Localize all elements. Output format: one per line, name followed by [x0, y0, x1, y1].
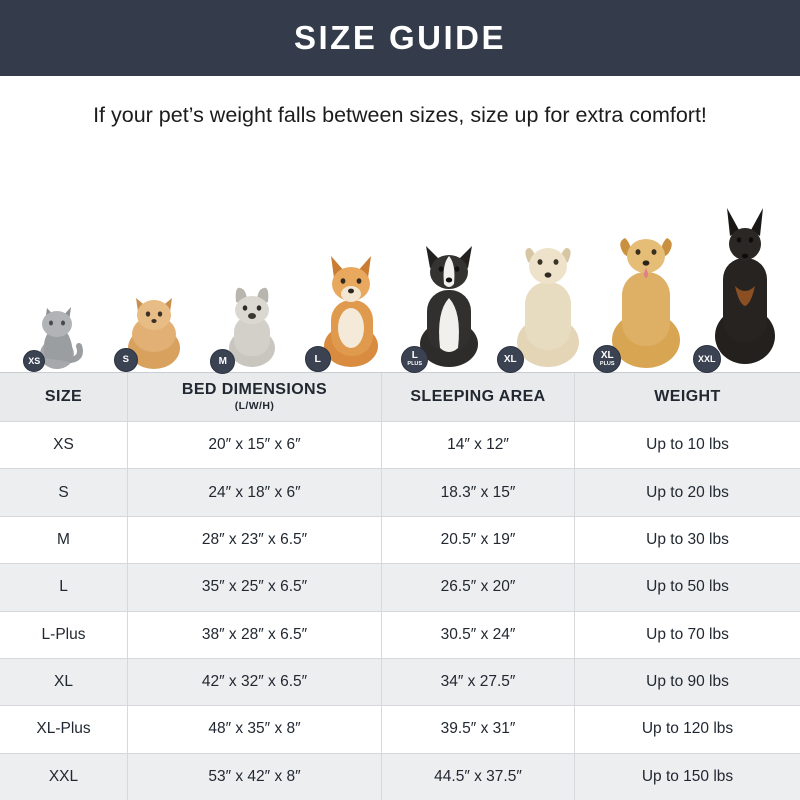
cell-dimensions: 24″ x 18″ x 6″: [128, 469, 382, 515]
french-bulldog-silhouette: [214, 268, 290, 370]
cell-dimensions: 53″ x 42″ x 8″: [128, 754, 382, 800]
table-row: [0, 753, 800, 800]
badge-label: XXL: [697, 353, 716, 364]
cell-size: XL-Plus: [0, 706, 128, 752]
table-row: [0, 705, 800, 752]
table-row: [0, 611, 800, 658]
animal-cell-m: [203, 154, 302, 370]
cell-weight: Up to 70 lbs: [646, 625, 729, 643]
badge-label: S: [122, 354, 129, 366]
cell-weight: Up to 120 lbs: [641, 720, 734, 738]
table-row: [0, 658, 800, 705]
cell-weight: Up to 90 lbs: [646, 673, 729, 691]
animal-cell-xs: [6, 154, 105, 370]
size-badge-xxl: [693, 345, 721, 373]
size-table: [0, 372, 800, 800]
cell-size: S: [0, 469, 128, 515]
cell-dimensions: 35″ x 25″ x 6.5″: [128, 564, 382, 610]
animal-cell-xl-plus: [597, 154, 696, 370]
badge-label: XL: [600, 349, 614, 361]
subtitle-section: [0, 76, 800, 154]
cell-size: L-Plus: [0, 612, 128, 658]
animal-cell-xl: [499, 154, 598, 370]
badge-label: L: [314, 352, 321, 365]
cell-sleeping-area: 39.5″ x 31″: [382, 706, 575, 752]
cat-silhouette: [25, 288, 85, 370]
animal-cell-s: [105, 154, 204, 370]
badge-sublabel: PLUS: [599, 360, 615, 367]
cell-dimensions: 20″ x 15″ x 6″: [128, 422, 382, 468]
pomeranian-silhouette: [118, 282, 190, 370]
size-badge-s: [114, 348, 138, 372]
cell-weight: Up to 50 lbs: [646, 578, 729, 596]
cell-weight: Up to 10 lbs: [646, 436, 729, 454]
cell-size: XS: [0, 422, 128, 468]
doberman-silhouette: [699, 200, 791, 370]
cell-sleeping-area: 26.5″ x 20″: [382, 564, 575, 610]
subtitle-text: If your pet’s weight falls between sizes, size up for extra comfort!: [93, 102, 707, 127]
cell-sleeping-area: 44.5″ x 37.5″: [382, 754, 575, 800]
cell-dimensions: 38″ x 28″ x 6.5″: [128, 612, 382, 658]
badge-label: M: [218, 355, 227, 367]
cell-size: XL: [0, 659, 128, 705]
cell-weight: Up to 30 lbs: [646, 530, 729, 548]
cell-dimensions: 42″ x 32″ x 6.5″: [128, 659, 382, 705]
badge-label: XS: [28, 355, 41, 366]
animal-cell-xxl: [696, 154, 795, 370]
animal-cell-l: [302, 154, 401, 370]
column-header-dimensions: [128, 373, 382, 421]
animal-cell-l-plus: [400, 154, 499, 370]
border-collie-silhouette: [406, 228, 492, 370]
column-header-sleeping-area: SLEEPING AREA: [382, 373, 575, 421]
doberman-icon: [699, 200, 791, 370]
cell-size: M: [0, 517, 128, 563]
golden-retriever-silhouette: [598, 214, 694, 370]
table-row: [0, 468, 800, 515]
cell-size: L: [0, 564, 128, 610]
cell-sleeping-area: 18.3″ x 15″: [382, 469, 575, 515]
cell-weight: Up to 20 lbs: [646, 483, 729, 501]
shiba-inu-silhouette: [309, 242, 393, 370]
table-row: [0, 563, 800, 610]
table-row: [0, 421, 800, 468]
animal-size-illustrations: [0, 154, 800, 372]
table-header-row: [0, 373, 800, 421]
column-header-dimensions-label: BED DIMENSIONS: [181, 381, 328, 399]
size-badge-l: [305, 346, 331, 372]
page-title: SIZE GUIDE: [293, 19, 507, 56]
cell-weight: Up to 150 lbs: [641, 767, 734, 785]
labrador-silhouette: [502, 222, 594, 370]
table-row: [0, 516, 800, 563]
column-header-dimensions-sub: (L/W/H): [234, 399, 275, 412]
cell-sleeping-area: 34″ x 27.5″: [382, 659, 575, 705]
cell-dimensions: 28″ x 23″ x 6.5″: [128, 517, 382, 563]
cell-dimensions: 48″ x 35″ x 8″: [128, 706, 382, 752]
badge-label: L: [411, 350, 418, 362]
badge-label: XL: [503, 353, 517, 365]
size-badge-xl: [497, 346, 524, 373]
column-header-size: SIZE: [0, 373, 128, 421]
cell-sleeping-area: 30.5″ x 24″: [382, 612, 575, 658]
column-header-weight: WEIGHT: [654, 387, 721, 405]
cell-sleeping-area: 20.5″ x 19″: [382, 517, 575, 563]
badge-sublabel: PLUS: [407, 361, 423, 368]
cell-sleeping-area: 14″ x 12″: [382, 422, 575, 468]
size-badge-m: [210, 349, 235, 374]
header-bar: [0, 0, 800, 76]
cell-size: XXL: [0, 754, 128, 800]
